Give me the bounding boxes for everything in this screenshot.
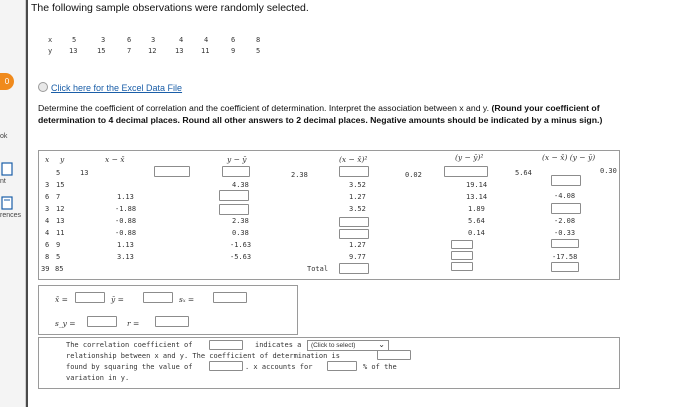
xy-dev-value: -17.58 — [552, 253, 578, 261]
y-dev-sq-total-input[interactable] — [451, 262, 473, 271]
obs-y-value: 7 — [127, 47, 132, 55]
xy-dev-input[interactable] — [551, 239, 579, 248]
y-dev-sq-value: 19.14 — [466, 181, 488, 189]
obs-y-value: 5 — [256, 47, 261, 55]
row-y: 12 — [56, 205, 65, 213]
obs-y-value: 13 — [175, 47, 184, 55]
instructions-main: Determine the coefficient of correlation and the coefficient of determination. Interpret the association between x and y. — [38, 103, 490, 113]
x-dev-sq-input[interactable] — [339, 166, 369, 177]
y-dev-sq-value: 13.14 — [466, 193, 488, 201]
sidebar-divider — [26, 0, 28, 407]
header-x: x — [45, 155, 50, 164]
determination-coefficient-input[interactable] — [377, 350, 411, 360]
x-dev-value: -0.88 — [115, 229, 137, 237]
obs-x-value: 5 — [72, 36, 77, 44]
conclusion-line3b: . x accounts for — [245, 363, 313, 371]
sum-x: 39 — [41, 265, 50, 273]
header-x-dev: x − x̄ — [105, 155, 125, 164]
row-y: 15 — [56, 181, 65, 189]
obs-y-value: 11 — [201, 47, 210, 55]
sx-input[interactable] — [213, 292, 247, 303]
x-dev-value: -0.88 — [115, 217, 137, 225]
summary-statistics — [38, 285, 298, 335]
x-dev-sq-value: 1.27 — [349, 241, 366, 249]
sidebar-label-nt: nt — [0, 178, 6, 185]
x-dev-sq-value: 3.52 — [349, 181, 366, 189]
header-y-dev-sq: (y − ȳ)² — [455, 153, 484, 162]
question-number-badge[interactable]: 0 — [0, 73, 14, 90]
value-5-64: 5.64 — [515, 169, 532, 177]
x-dev-sq-value: 1.27 — [349, 193, 366, 201]
header-y-dev: y − ȳ — [227, 155, 247, 164]
sy-input[interactable] — [87, 316, 117, 327]
conclusion-line1a: The correlation coefficient of — [66, 341, 193, 349]
x-dev-value: -1.88 — [115, 205, 137, 213]
excel-file-icon — [38, 82, 48, 92]
question-instructions — [38, 103, 638, 126]
sy-label: s_y = — [55, 319, 76, 328]
y-dev-value: 2.38 — [232, 217, 249, 225]
conclusion-line3a: found by squaring the value of — [66, 363, 193, 371]
xy-dev-input[interactable] — [551, 175, 581, 186]
mid-value: 2.38 — [291, 171, 308, 179]
y-dev-value: 0.38 — [232, 229, 249, 237]
y-dev-value: 4.38 — [232, 181, 249, 189]
row-y: 5 — [56, 253, 61, 261]
row-x: 6 — [45, 241, 50, 249]
x-dev-sq-value: 3.52 — [349, 205, 366, 213]
row-x: 8 — [45, 253, 50, 261]
obs-x-value: 3 — [151, 36, 156, 44]
row-x: 5 — [56, 169, 61, 177]
x-dev-sq-total-input[interactable] — [339, 263, 369, 274]
obs-x-value: 6 — [127, 36, 132, 44]
conclusion-line4: variation in y. — [66, 374, 130, 382]
obs-y-value: 9 — [231, 47, 236, 55]
ybar-input[interactable] — [143, 292, 173, 303]
header-y: y — [60, 155, 65, 164]
x-dev-sq-input[interactable] — [339, 217, 369, 227]
row-x: 3 — [45, 181, 50, 189]
row-x: 3 — [45, 205, 50, 213]
obs-y-value: 15 — [97, 47, 106, 55]
conclusion-line3c: % of the — [363, 363, 397, 371]
xy-dev-value: -2.08 — [554, 217, 576, 225]
xy-dev-total-input[interactable] — [551, 262, 579, 272]
sidebar-label-references: rences — [0, 212, 22, 219]
xbar-label: x̄ = — [55, 295, 68, 304]
instructions-rounding: (Round your coefficient of determination to 4 decimal places. Round all other answers to 2 decimal places. Negative amounts should be indicated by a minus sign.) — [38, 103, 603, 125]
y-dev-sq-value: 5.64 — [468, 217, 485, 225]
y-dev-sq-value: 0.14 — [468, 229, 485, 237]
row-y: 7 — [56, 193, 61, 201]
row-y: 9 — [56, 241, 61, 249]
obs-x-value: 8 — [256, 36, 261, 44]
xy-dev-value: -4.08 — [554, 192, 576, 200]
excel-link-row[interactable] — [38, 82, 182, 93]
y-dev-sq-input[interactable] — [444, 166, 488, 177]
r-input[interactable] — [155, 316, 189, 327]
y-dev-input[interactable] — [219, 190, 249, 201]
x-dev-value: 1.13 — [117, 241, 134, 249]
obs-y-label: y — [48, 47, 53, 55]
y-dev-sq-value: 1.89 — [468, 205, 485, 213]
row-y: 13 — [56, 217, 65, 225]
header-xy-dev: (x − x̄) (y − ȳ) — [542, 153, 596, 162]
obs-y-value: 13 — [69, 47, 78, 55]
sx-label: sₓ = — [179, 295, 195, 304]
value-0-30: 0.30 — [600, 167, 617, 175]
row-x: 4 — [45, 229, 50, 237]
xbar-input[interactable] — [75, 292, 105, 303]
y-dev-sq-input[interactable] — [451, 251, 473, 260]
x-dev-sq-input[interactable] — [339, 229, 369, 239]
header-x-dev-sq: (x − x̄)² — [339, 155, 368, 164]
row-x: 6 — [45, 193, 50, 201]
y-dev-value: -5.63 — [230, 253, 252, 261]
total-label: Total — [307, 265, 329, 273]
squared-value-input[interactable] — [209, 361, 243, 371]
obs-x-value: 4 — [179, 36, 184, 44]
x-dev-value: 1.13 — [117, 193, 134, 201]
ybar-label: ȳ = — [111, 295, 124, 304]
row-y: 11 — [56, 229, 65, 237]
excel-data-link[interactable]: Click here for the Excel Data File — [51, 83, 183, 93]
x-dev-sq-value: 9.77 — [349, 253, 366, 261]
obs-x-label: x — [48, 36, 53, 44]
y-dev-value: -1.63 — [230, 241, 252, 249]
x-dev-input[interactable] — [154, 166, 190, 177]
sum-y: 85 — [55, 265, 64, 273]
xy-dev-input[interactable] — [551, 203, 581, 214]
row-y: 13 — [80, 169, 89, 177]
correlation-coefficient-input[interactable] — [209, 340, 243, 350]
x-dev-value: 3.13 — [117, 253, 134, 261]
row-x: 4 — [45, 217, 50, 225]
question-title: The following sample observations were randomly selected. — [31, 2, 309, 14]
y-dev-input[interactable] — [222, 166, 250, 177]
conclusion-line1b: indicates a — [255, 341, 302, 349]
conclusion-box — [38, 337, 620, 389]
variation-percent-input[interactable] — [327, 361, 357, 371]
xy-dev-value: -0.33 — [554, 229, 576, 237]
chevron-down-icon: ⌄ — [378, 340, 385, 349]
obs-x-value: 4 — [204, 36, 209, 44]
obs-x-value: 3 — [101, 36, 106, 44]
relationship-select-label: (Click to select) — [311, 342, 356, 349]
value-0-02: 0.02 — [405, 171, 422, 179]
calculation-worksheet — [38, 150, 620, 280]
y-dev-input[interactable] — [219, 204, 249, 215]
obs-y-value: 12 — [148, 47, 157, 55]
sidebar-label-ok: ok — [0, 133, 8, 140]
conclusion-line2: relationship between x and y. The coefficient of determination is — [66, 352, 340, 360]
r-label: r = — [127, 319, 140, 328]
obs-x-value: 6 — [231, 36, 236, 44]
y-dev-sq-input[interactable] — [451, 240, 473, 249]
